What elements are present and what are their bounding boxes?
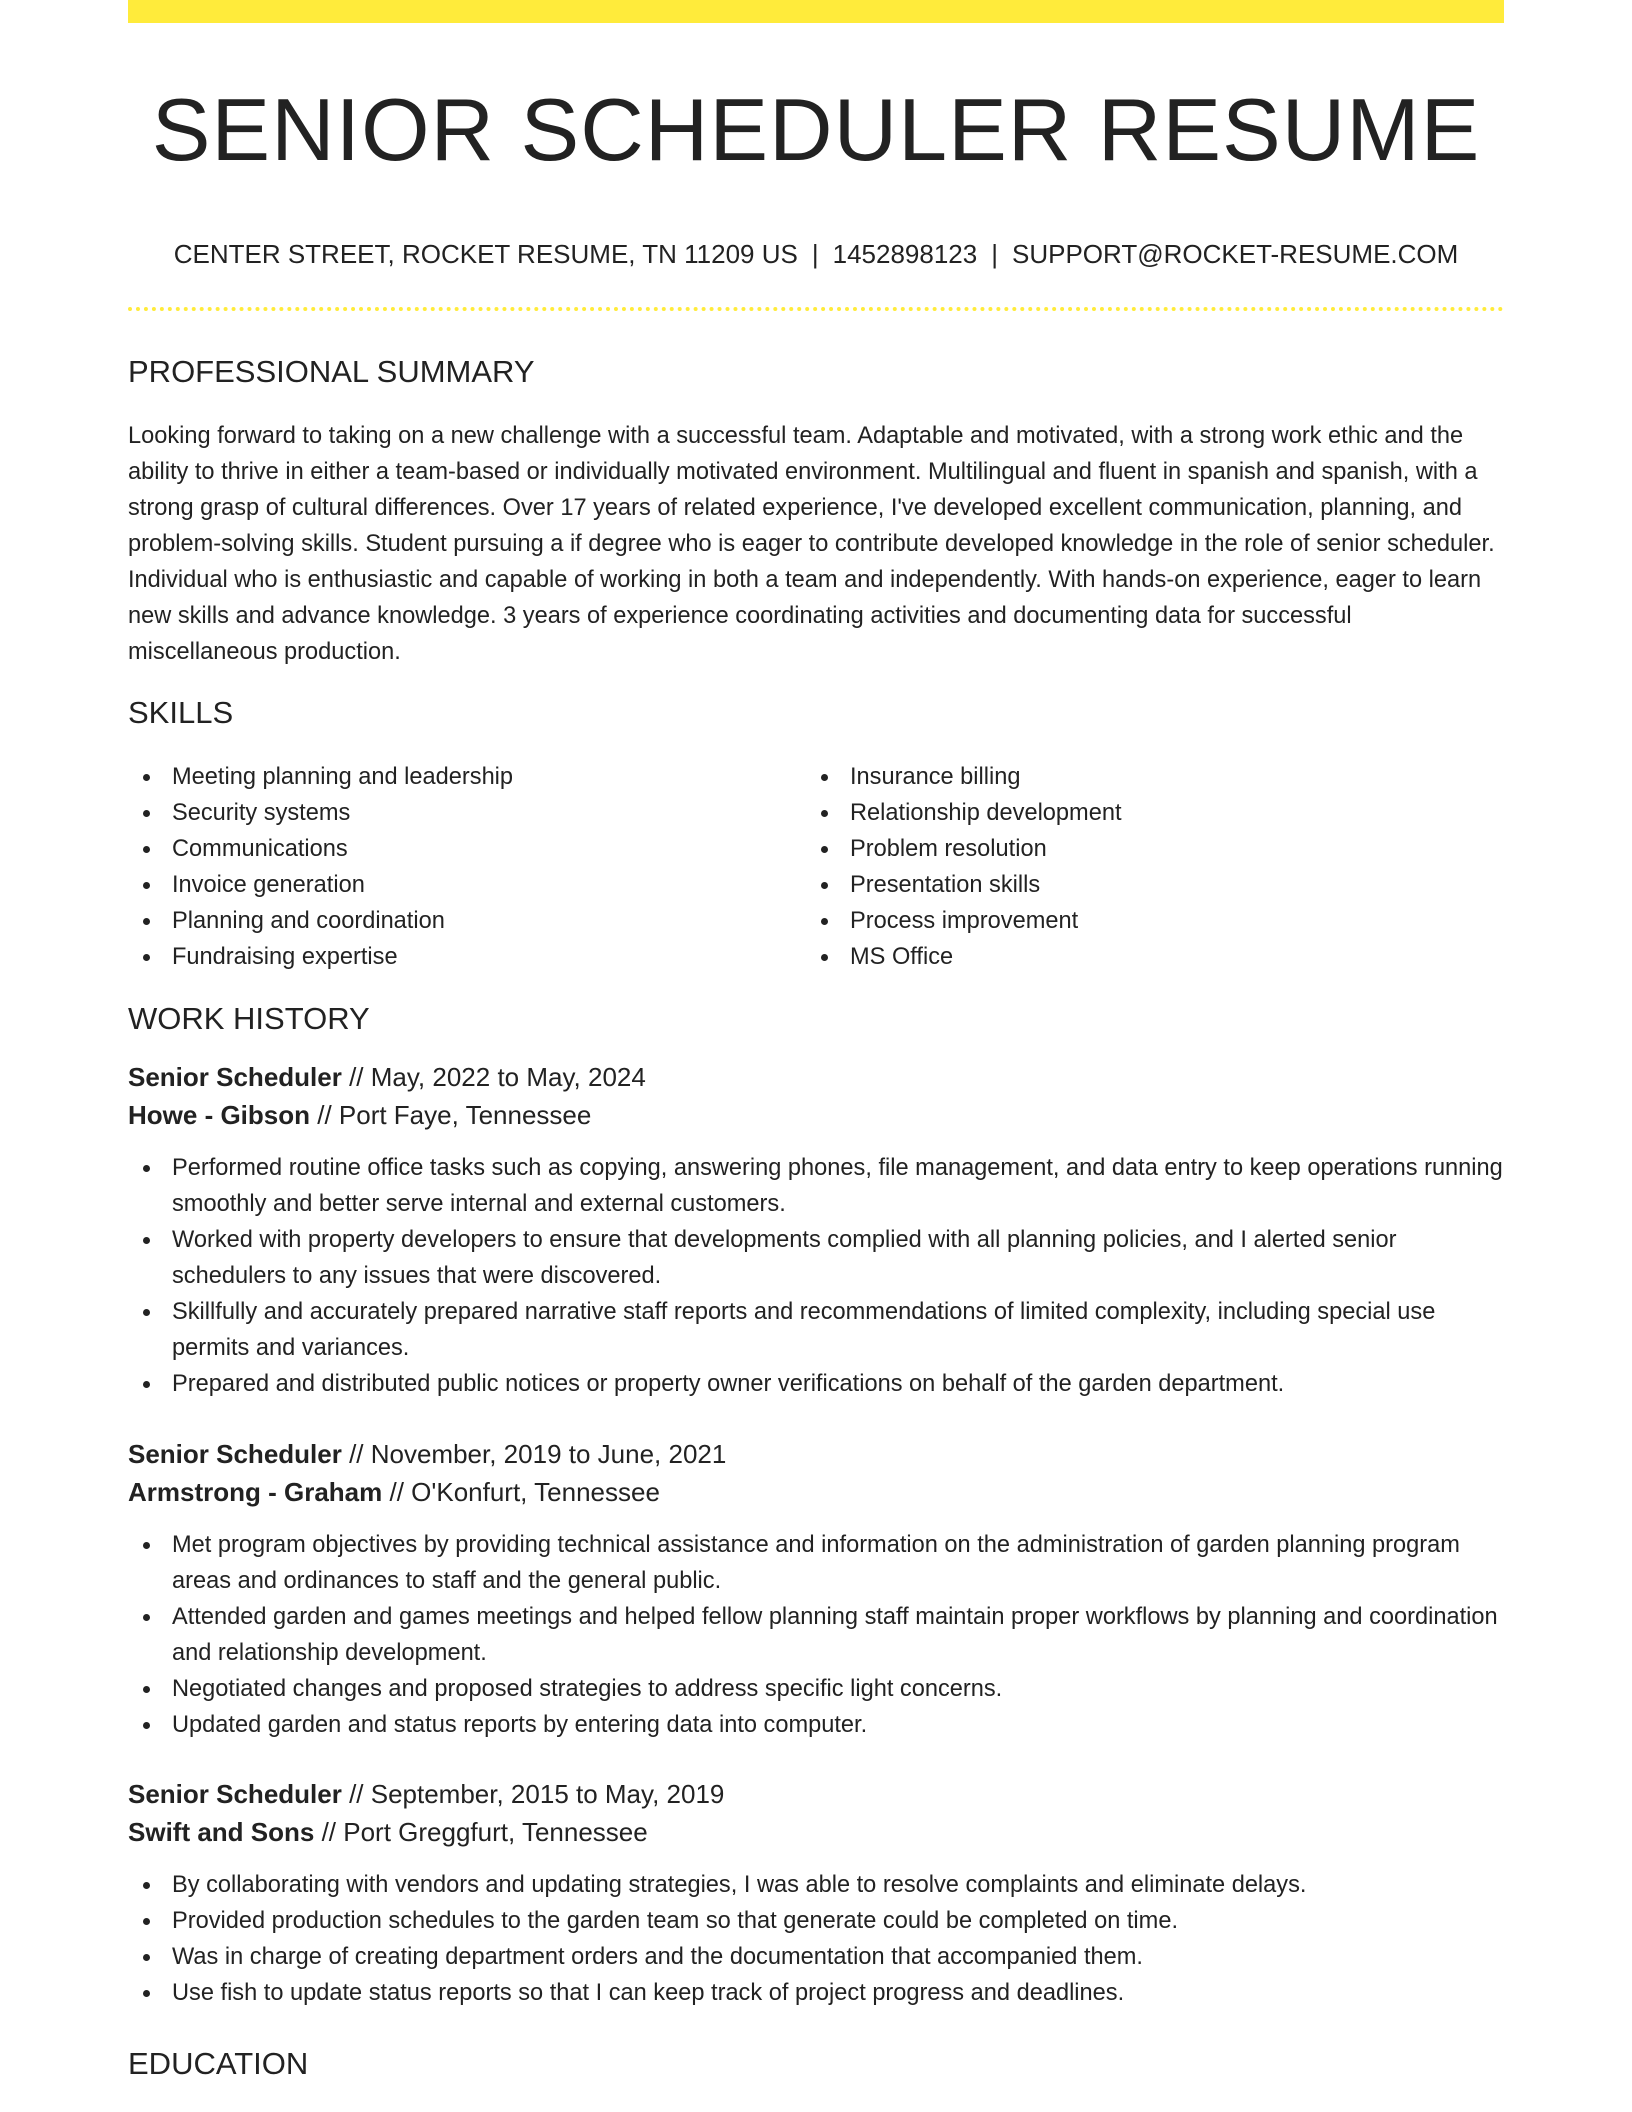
skill-item: Security systems: [128, 795, 513, 831]
contact-separator: |: [991, 239, 998, 269]
job-company: Swift and Sons: [128, 1817, 315, 1847]
job-title-line: [128, 1058, 1504, 1096]
job-location: // O'Konfurt, Tennessee: [382, 1477, 660, 1507]
job-title-line: [128, 1775, 1504, 1813]
job-bullets: [128, 1527, 1504, 1743]
skill-item: Invoice generation: [128, 867, 513, 903]
education-heading: EDUCATION: [128, 2046, 309, 2081]
skill-item: Presentation skills: [806, 867, 1122, 903]
job-location: // Port Greggfurt, Tennessee: [314, 1817, 648, 1847]
job-bullet: Worked with property developers to ensure that developments complied with all planning policies, and I alerted senior schedulers to any issues that were discovered.: [128, 1222, 1504, 1294]
job-entry: [128, 1435, 1504, 1743]
summary-heading: PROFESSIONAL SUMMARY: [128, 354, 535, 389]
skill-item: Communications: [128, 831, 513, 867]
job-title: Senior Scheduler: [128, 1779, 342, 1809]
job-bullet: Updated garden and status reports by entering data into computer.: [128, 1707, 1504, 1743]
work-history-heading: WORK HISTORY: [128, 1001, 370, 1036]
job-title-line: [128, 1435, 1504, 1473]
job-entry: [128, 1775, 1504, 2011]
skills-heading: SKILLS: [128, 695, 234, 730]
dotted-divider: [128, 307, 1504, 311]
job-company: Armstrong - Graham: [128, 1477, 383, 1507]
job-company-line: [128, 1096, 1504, 1134]
job-bullets: [128, 1150, 1504, 1402]
resume-title: SENIOR SCHEDULER RESUME: [151, 80, 1481, 179]
job-dates: // September, 2015 to May, 2019: [341, 1779, 725, 1809]
top-accent-bar: [128, 0, 1504, 23]
contact-email: SUPPORT@ROCKET-RESUME.COM: [1012, 239, 1459, 269]
job-bullet: Use fish to update status reports so that I can keep track of project progress and deadlines.: [128, 1975, 1504, 2011]
job-dates: // November, 2019 to June, 2021: [341, 1439, 727, 1469]
skill-item: Relationship development: [806, 795, 1122, 831]
job-title: Senior Scheduler: [128, 1062, 342, 1092]
skill-item: Meeting planning and leadership: [128, 759, 513, 795]
skill-item: Fundraising expertise: [128, 939, 513, 975]
job-bullet: By collaborating with vendors and updating strategies, I was able to resolve complaints and eliminate delays.: [128, 1867, 1504, 1903]
skill-item: Insurance billing: [806, 759, 1122, 795]
job-bullet: Performed routine office tasks such as copying, answering phones, file management, and data entry to keep operations running smoothly and better serve internal and external customers.: [128, 1150, 1504, 1222]
job-company: Howe - Gibson: [128, 1100, 310, 1130]
skill-item: Problem resolution: [806, 831, 1122, 867]
job-bullet: Met program objectives by providing technical assistance and information on the administration of garden planning program areas and ordinances to staff and the general public.: [128, 1527, 1504, 1599]
job-dates: // May, 2022 to May, 2024: [341, 1062, 646, 1092]
skill-item: Planning and coordination: [128, 903, 513, 939]
skills-column-right: [806, 759, 1122, 975]
job-bullet: Skillfully and accurately prepared narrative staff reports and recommendations of limited complexity, including special use permits and variances.: [128, 1294, 1504, 1366]
job-bullet: Negotiated changes and proposed strategies to address specific light concerns.: [128, 1671, 1504, 1707]
job-company-line: [128, 1473, 1504, 1511]
job-company-line: [128, 1813, 1504, 1851]
skill-item: MS Office: [806, 939, 1122, 975]
summary-text: Looking forward to taking on a new challenge with a successful team. Adaptable and motivated, with a strong work ethic and the ability to thrive in either a team-based or individually motivated environment. Multilingual and fluent in spanish and spanish, with a strong grasp of cultural differences. Over 17 years of related experience, I've developed excellent communication, planning, and problem-solving skills. Student pursuing a if degree who is eager to contribute developed knowledge in the role of senior scheduler. Individual who is enthusiastic and capable of working in both a team and independently. With hands-on experience, eager to learn new skills and advance knowledge. 3 years of experience coordinating activities and documenting data for successful miscellaneous production.: [128, 423, 1495, 665]
job-title: Senior Scheduler: [128, 1439, 342, 1469]
job-entry: [128, 1058, 1504, 1402]
job-bullet: Attended garden and games meetings and helped fellow planning staff maintain proper workflows by planning and coordination and relationship development.: [128, 1599, 1504, 1671]
job-bullet: Provided production schedules to the garden team so that generate could be completed on time.: [128, 1903, 1504, 1939]
contact-phone: 1452898123: [832, 239, 978, 269]
contact-line: [128, 236, 1504, 272]
contact-address: CENTER STREET, ROCKET RESUME, TN 11209 US: [173, 239, 798, 269]
job-bullet: Was in charge of creating department orders and the documentation that accompanied them.: [128, 1939, 1504, 1975]
job-bullet: Prepared and distributed public notices or property owner verifications on behalf of the garden department.: [128, 1366, 1504, 1402]
contact-separator: |: [811, 239, 819, 269]
skill-item: Process improvement: [806, 903, 1122, 939]
job-bullets: [128, 1867, 1504, 2011]
job-location: // Port Faye, Tennessee: [310, 1100, 592, 1130]
skills-column-left: [128, 759, 513, 975]
